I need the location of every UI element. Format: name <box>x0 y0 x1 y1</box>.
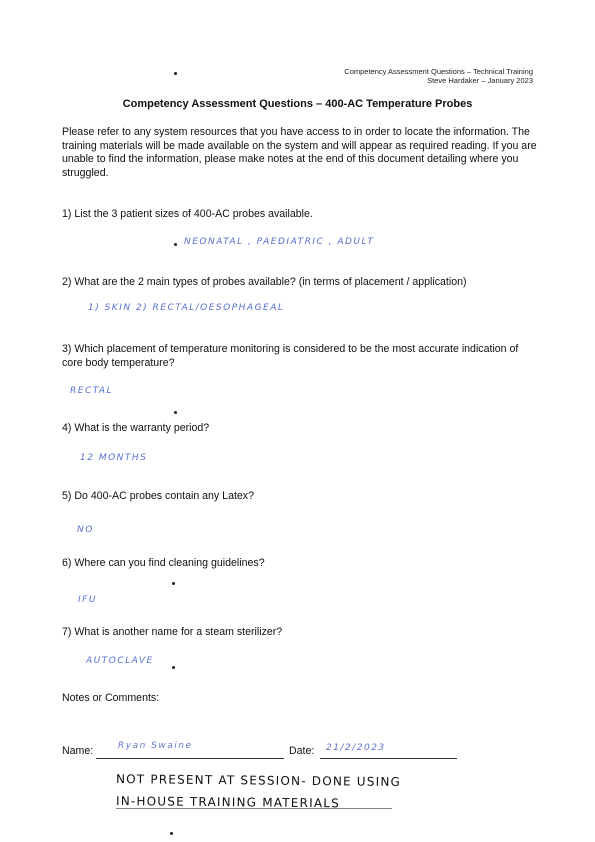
comment-line-2: IN-HOUSE TRAINING MATERIALS <box>115 794 341 811</box>
scan-speck <box>174 243 177 246</box>
comment-line-1: NOT PRESENT AT SESSION- DONE USING <box>115 772 402 789</box>
scan-speck <box>174 411 177 414</box>
answer-4: 12 MONTHS <box>80 453 148 463</box>
answer-1: NEONATAL , PAEDIATRIC , ADULT <box>184 237 375 247</box>
intro-paragraph: Please refer to any system resources that you have access to in order to locate the information. The training materials will be made available on the system and will appear as required reading. If you are unable to find the information, please make notes at the end of this document detailing where you struggled. <box>62 126 537 179</box>
notes-label: Notes or Comments: <box>62 692 160 704</box>
header-line-1: Competency Assessment Questions – Technical Training <box>344 67 533 76</box>
date-value: 21/2/2023 <box>326 743 386 753</box>
date-line <box>320 758 457 759</box>
question-5: 5) Do 400-AC probes contain any Latex? <box>62 490 254 502</box>
scan-speck <box>170 832 173 835</box>
answer-2: 1) SKIN 2) RECTAL/OESOPHAGEAL <box>88 303 285 313</box>
question-1: 1) List the 3 patient sizes of 400-AC probes available. <box>62 208 313 220</box>
question-3: 3) Which placement of temperature monitoring is considered to be the most accurate indication of core body temperature? <box>62 343 519 369</box>
name-line <box>96 758 284 759</box>
scan-speck <box>172 582 175 585</box>
answer-6: IFU <box>78 595 97 605</box>
scan-speck <box>172 666 175 669</box>
question-2: 2) What are the 2 main types of probes available? (in terms of placement / application) <box>62 276 467 288</box>
comment-underline <box>116 808 392 809</box>
name-signature: Ryan Swaine <box>118 741 193 751</box>
question-4: 4) What is the warranty period? <box>62 422 210 434</box>
name-label: Name: <box>62 745 94 757</box>
page-title: Competency Assessment Questions – 400-AC Temperature Probes <box>122 98 473 110</box>
header-line-2: Steve Hardaker – January 2023 <box>427 76 533 85</box>
answer-5: NO <box>77 525 94 535</box>
question-6: 6) Where can you find cleaning guidelines? <box>62 557 265 569</box>
answer-7: AUTOCLAVE <box>86 656 154 666</box>
question-7: 7) What is another name for a steam sterilizer? <box>62 626 283 638</box>
scan-speck <box>174 72 177 75</box>
answer-3: RECTAL <box>70 386 114 396</box>
date-label: Date: <box>289 745 315 757</box>
